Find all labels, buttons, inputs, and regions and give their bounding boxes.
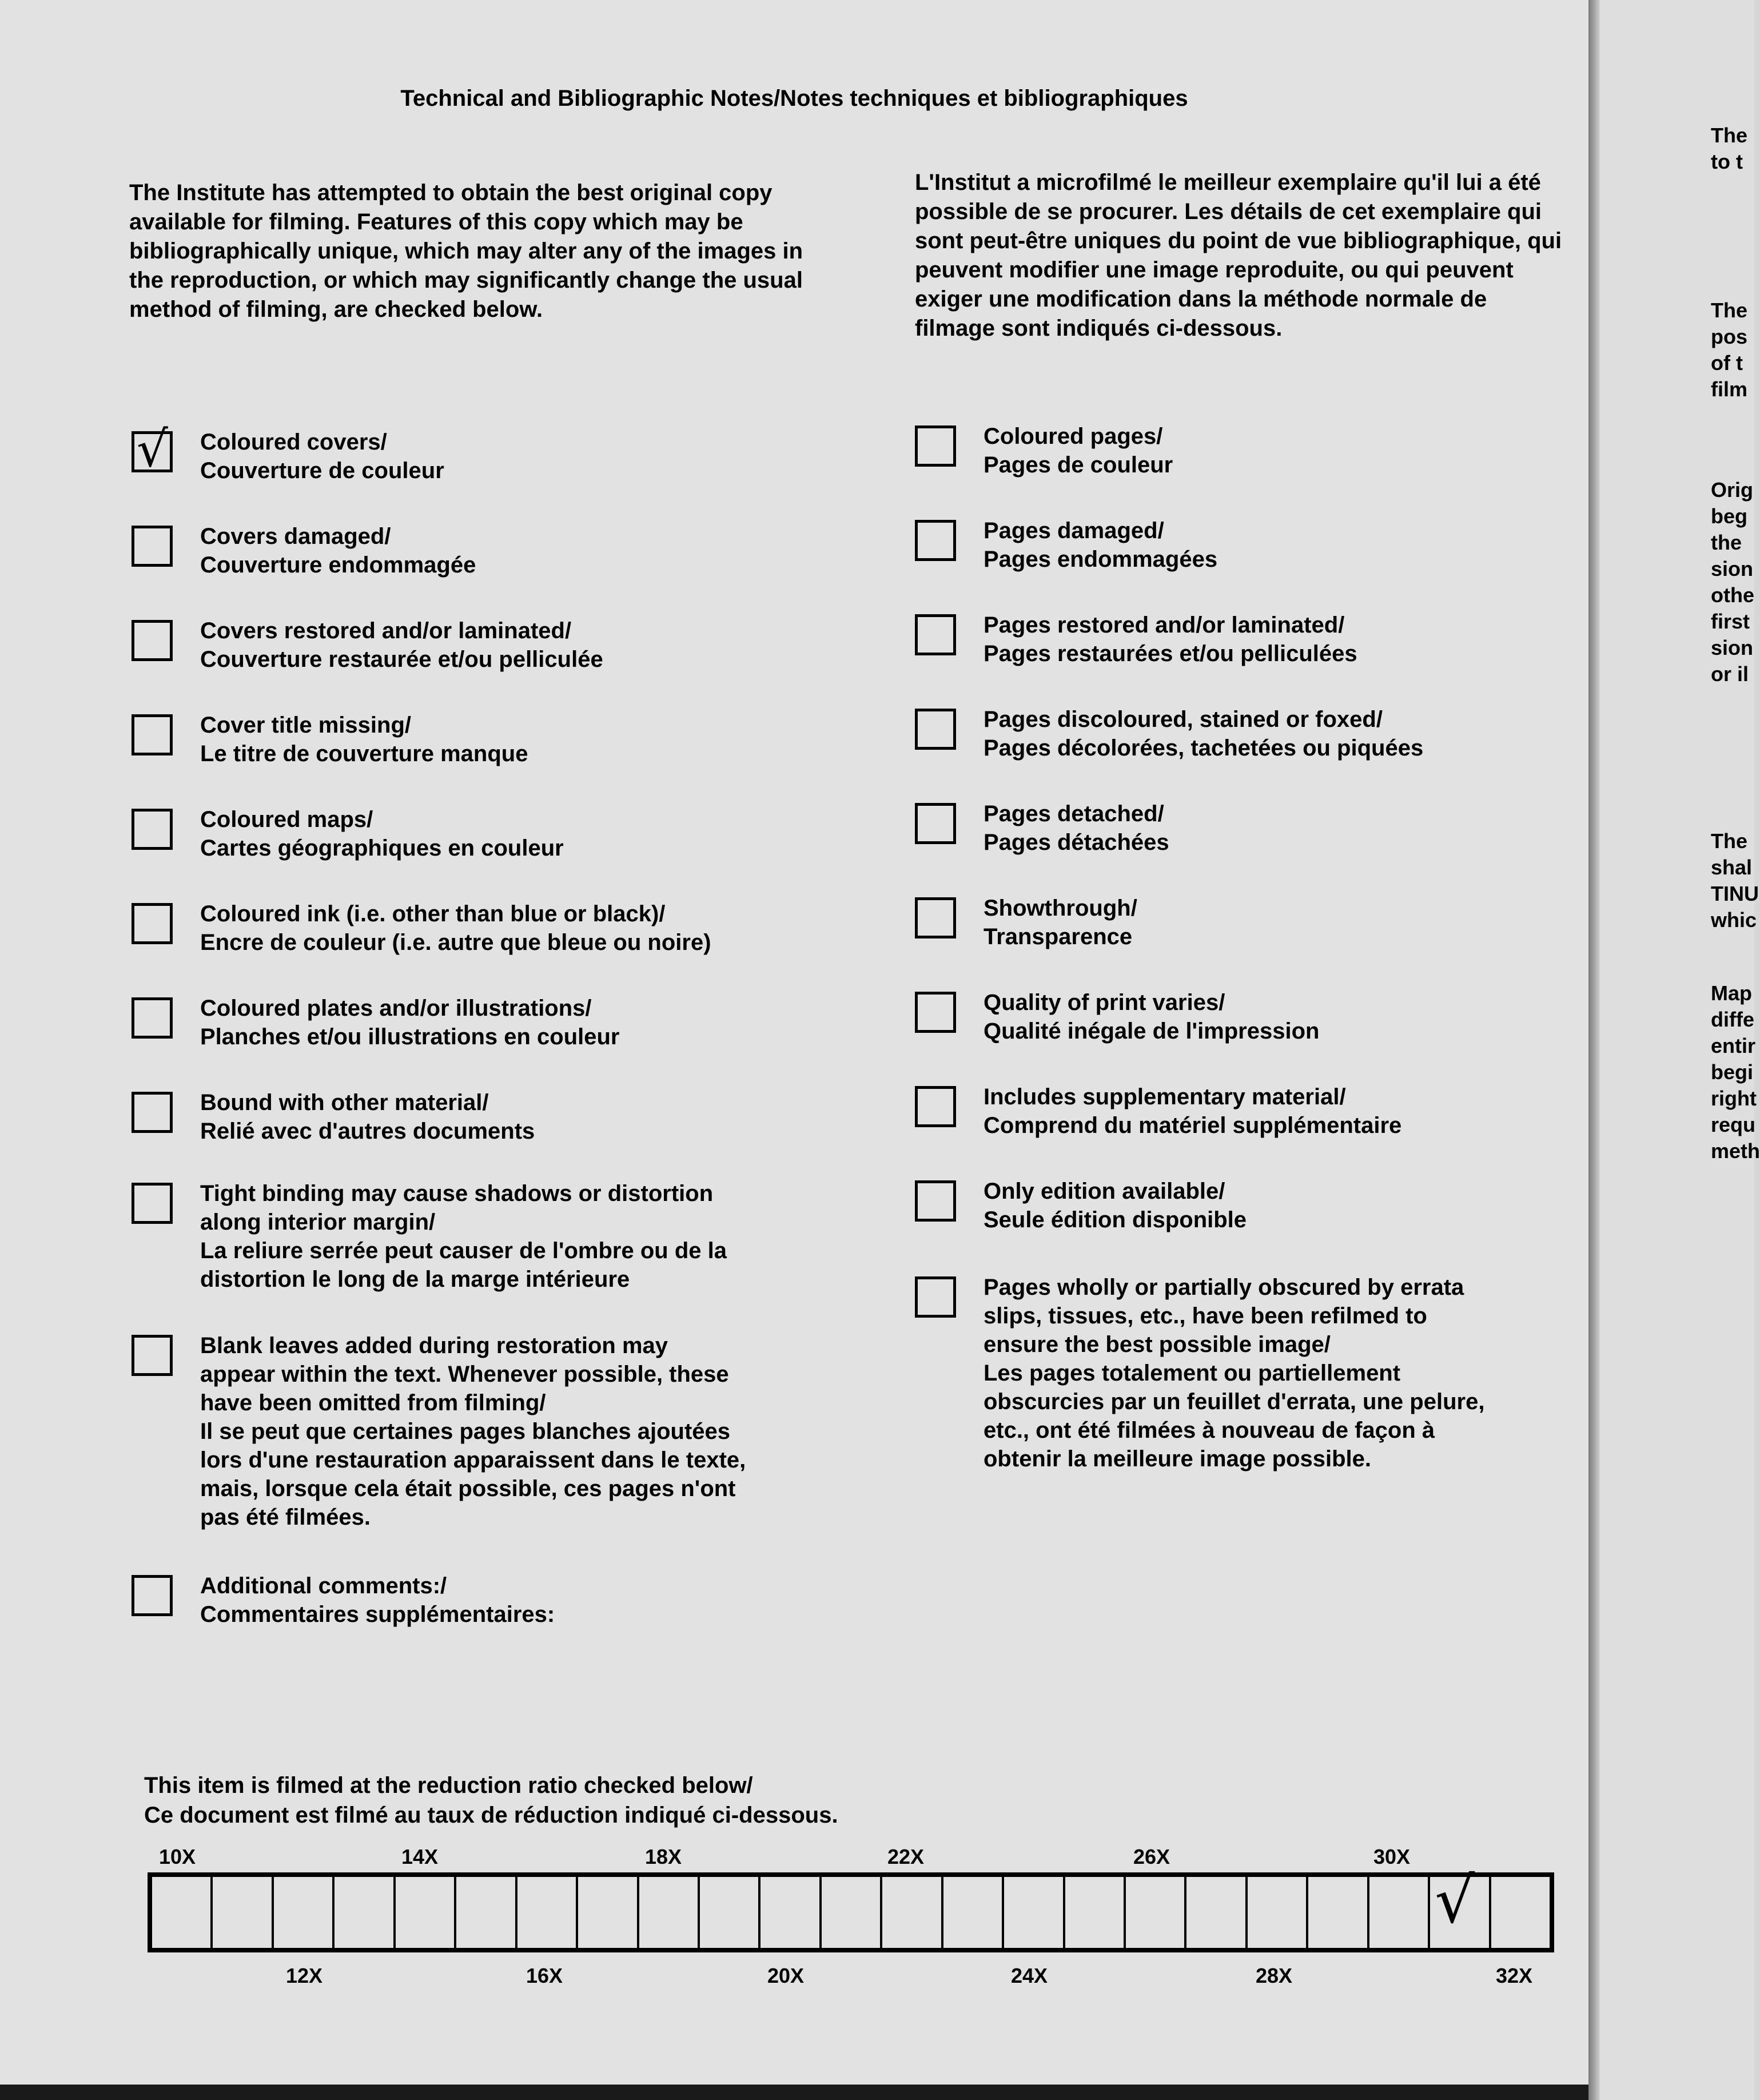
ratio-cell[interactable]: [1430, 1864, 1491, 1948]
checklist-label: [200, 1088, 535, 1146]
adjacent-page-text-line: Orig: [1711, 478, 1754, 502]
checklist-label-line: Le titre de couverture manque: [200, 741, 528, 766]
reduction-ratio-strip: [148, 1864, 1554, 1952]
checkbox[interactable]: [915, 425, 956, 467]
page-title: Technical and Bibliographic Notes/Notes techniques et bibliographiques: [400, 86, 1188, 111]
adjacent-page-text-line: pos: [1711, 325, 1748, 348]
checklist-label-line: Pages discoloured, stained or foxed/: [983, 707, 1383, 732]
checklist-label-line: slips, tissues, etc., have been refilmed to: [983, 1303, 1427, 1329]
checklist-label-line: Pages restaurées et/ou pelliculées: [983, 641, 1357, 666]
right-checklist-item[interactable]: [915, 705, 1578, 762]
ratio-cell[interactable]: [1126, 1877, 1186, 1948]
checklist-label-line: Transparence: [983, 924, 1133, 949]
checklist-label-line: Pages wholly or partially obscured by errata: [983, 1275, 1464, 1300]
adjacent-page-text-block: [1711, 122, 1747, 175]
checklist-label-line: La reliure serrée peut causer de l'ombre ou de la: [200, 1238, 727, 1263]
adjacent-page-text-line: to t: [1711, 150, 1743, 173]
checklist-label: [200, 1331, 746, 1532]
checklist-label-line: mais, lorsque cela était possible, ces pages n'ont: [200, 1476, 736, 1501]
checklist-label-line: Coloured maps/: [200, 807, 373, 832]
adjacent-page-text-block: [1711, 297, 1747, 403]
checklist-label-line: Planches et/ou illustrations en couleur: [200, 1024, 620, 1049]
ratio-cell[interactable]: [274, 1877, 335, 1948]
checklist-label: [200, 522, 476, 579]
left-checklist-item[interactable]: [132, 994, 875, 1051]
checkbox[interactable]: [915, 897, 956, 938]
ratio-cell[interactable]: [639, 1877, 700, 1948]
checkbox[interactable]: [915, 709, 956, 750]
left-checklist-item[interactable]: [132, 1572, 875, 1629]
intro-french: L'Institut a microfilmé le meilleur exemplaire qu'il lui a été possible de se procurer. Les détails de cet exemplaire qui sont peut-être uniques du point de vue bibliographique, qui peuvent modifier une image reproduite, ou qui peuvent exiger une modification dans la méthode normale de filmage sont indiqués ci-dessous.: [915, 170, 1562, 341]
checkbox[interactable]: [915, 614, 956, 655]
adjacent-page-text-block: [1711, 980, 1760, 1164]
adjacent-page-text-line: or il: [1711, 662, 1749, 686]
checkbox[interactable]: [132, 620, 173, 661]
checklist-label-line: Coloured ink (i.e. other than blue or black)/: [200, 901, 666, 926]
checkbox[interactable]: [132, 421, 173, 478]
checklist-label: [983, 1273, 1484, 1473]
ratio-cell[interactable]: [1248, 1877, 1308, 1948]
adjacent-page-text-line: beg: [1711, 504, 1748, 528]
checklist-label-line: Relié avec d'autres documents: [200, 1119, 535, 1144]
checkbox[interactable]: [915, 520, 956, 561]
checklist-label-line: along interior margin/: [200, 1210, 436, 1235]
ratio-label-top: 14X: [401, 1845, 439, 1868]
adjacent-page-text-line: shal: [1711, 856, 1753, 879]
adjacent-page-text-line: TINU: [1711, 882, 1759, 905]
checklist-label-line: pas été filmées.: [200, 1505, 371, 1530]
checklist-label-line: Only edition available/: [983, 1179, 1225, 1204]
ratio-cell[interactable]: [152, 1877, 213, 1948]
checkbox[interactable]: [132, 526, 173, 567]
checklist-label-line: Cover title missing/: [200, 713, 411, 738]
right-checklist-item[interactable]: [915, 988, 1578, 1045]
checklist-label-line: Covers damaged/: [200, 524, 391, 549]
checklist-label-line: etc., ont été filmées à nouveau de façon à: [983, 1418, 1435, 1443]
checklist-label-line: Quality of print varies/: [983, 990, 1225, 1015]
ratio-caption-english: This item is filmed at the reduction ratio checked below/: [144, 1773, 753, 1798]
checkbox[interactable]: [132, 714, 173, 755]
ratio-cell[interactable]: [882, 1877, 943, 1948]
checkbox[interactable]: [132, 809, 173, 850]
ratio-label-bottom: 16X: [526, 1964, 563, 1987]
checklist-label: [983, 1083, 1401, 1140]
ratio-cell[interactable]: [517, 1877, 578, 1948]
adjacent-page-text-line: meth: [1711, 1139, 1760, 1163]
ratio-cell[interactable]: [456, 1877, 517, 1948]
ratio-cell[interactable]: [1491, 1877, 1550, 1948]
checklist-label-line: Commentaires supplémentaires:: [200, 1602, 555, 1627]
checkbox[interactable]: [132, 903, 173, 944]
right-checklist-item[interactable]: [915, 422, 1578, 479]
sheet-edge-shadow: [1588, 0, 1600, 2100]
checklist-label-line: Cartes géographiques en couleur: [200, 836, 564, 861]
adjacent-page-text-line: film: [1711, 377, 1748, 401]
checklist-label: [200, 900, 711, 957]
left-checklist-item[interactable]: [132, 1088, 875, 1146]
checklist-label-line: Couverture restaurée et/ou pelliculée: [200, 647, 603, 672]
checklist-label-line: Blank leaves added during restoration may: [200, 1333, 668, 1358]
checklist-label-line: Les pages totalement ou partiellement: [983, 1361, 1401, 1386]
ratio-caption-french: Ce document est filmé au taux de réduction indiqué ci-dessous.: [144, 1803, 838, 1828]
checklist-label-line: Includes supplementary material/: [983, 1084, 1346, 1109]
checklist-label-line: Tight binding may cause shadows or distortion: [200, 1181, 714, 1206]
bottom-border: [0, 2085, 1588, 2100]
checklist-label-line: Showthrough/: [983, 896, 1137, 921]
adjacent-page: [1600, 0, 1760, 2100]
checklist-label: [983, 516, 1217, 574]
checklist-label: [200, 617, 603, 674]
checklist-label: [200, 1179, 727, 1294]
ratio-label-top: 30X: [1373, 1845, 1411, 1868]
left-checklist-item[interactable]: [132, 1179, 875, 1294]
checklist-label: [200, 994, 620, 1051]
checkbox[interactable]: [132, 1575, 173, 1616]
checklist-label-line: Pages endommagées: [983, 547, 1218, 572]
ratio-cell[interactable]: [213, 1877, 273, 1948]
checklist-label-line: Qualité inégale de l'impression: [983, 1019, 1320, 1044]
ratio-cell[interactable]: [1308, 1877, 1369, 1948]
adjacent-page-text-line: The: [1711, 299, 1748, 322]
ratio-label-top: 26X: [1133, 1845, 1170, 1868]
checkbox[interactable]: [915, 992, 956, 1033]
checklist-label-line: lors d'une restauration apparaissent dans le texte,: [200, 1447, 746, 1473]
checklist-label-line: Pages detached/: [983, 801, 1164, 826]
adjacent-page-text-line: whic: [1711, 908, 1757, 932]
right-checklist-item[interactable]: [915, 611, 1578, 668]
checklist-label: [983, 611, 1357, 668]
adjacent-page-text-line: othe: [1711, 583, 1754, 607]
checklist-label: [983, 988, 1319, 1045]
right-checklist-item[interactable]: [915, 516, 1578, 574]
ratio-cell[interactable]: [700, 1877, 760, 1948]
ratio-label-bottom: 24X: [1011, 1964, 1048, 1987]
adjacent-page-text-block: [1711, 477, 1754, 687]
checklist-label-line: have been omitted from filming/: [200, 1390, 546, 1415]
ratio-cell[interactable]: [822, 1877, 882, 1948]
adjacent-page-text-line: diffe: [1711, 1008, 1754, 1031]
checklist-label-line: Bound with other material/: [200, 1090, 489, 1115]
checklist-label-line: Seule édition disponible: [983, 1207, 1247, 1232]
right-checklist-item[interactable]: [915, 1273, 1578, 1473]
ratio-label-top: 22X: [887, 1845, 925, 1868]
check-mark-icon: √: [137, 421, 168, 478]
checklist-label-line: distortion le long de la marge intérieure: [200, 1267, 630, 1292]
ratio-label-bottom: 28X: [1256, 1964, 1293, 1987]
checklist-label-line: Pages damaged/: [983, 518, 1164, 543]
checklist-label: [983, 894, 1137, 951]
checklist-label-line: Pages restored and/or laminated/: [983, 612, 1345, 638]
ratio-cell[interactable]: [396, 1877, 456, 1948]
checklist-label-line: Pages détachées: [983, 830, 1169, 855]
checklist-label: [200, 1572, 555, 1629]
adjacent-page-text-block: [1711, 828, 1759, 933]
ratio-label-top: 10X: [159, 1845, 196, 1868]
ratio-cell[interactable]: [1004, 1877, 1065, 1948]
left-checklist-item[interactable]: [132, 421, 875, 485]
checklist-label-line: Coloured pages/: [983, 424, 1163, 449]
left-checklist-item[interactable]: [132, 522, 875, 579]
checklist-label-line: Encre de couleur (i.e. autre que bleue ou noire): [200, 930, 711, 955]
left-checklist-item[interactable]: [132, 900, 875, 957]
checklist-label-line: Covers restored and/or laminated/: [200, 618, 572, 643]
check-mark-icon: √: [1435, 1864, 1475, 1937]
checklist-label: [983, 1177, 1247, 1234]
checklist-label: [200, 428, 444, 485]
left-checklist-item[interactable]: [132, 617, 875, 674]
ratio-cell[interactable]: [1186, 1877, 1247, 1948]
right-checklist-item[interactable]: [915, 894, 1578, 951]
checklist-label-line: Additional comments:/: [200, 1573, 447, 1598]
checklist-label: [983, 800, 1169, 857]
checklist-label-line: Pages de couleur: [983, 452, 1173, 478]
adjacent-page-text-line: sion: [1711, 636, 1754, 659]
adjacent-page-text-line: first: [1711, 610, 1750, 633]
adjacent-page-text-line: begi: [1711, 1060, 1754, 1084]
adjacent-page-text-line: entir: [1711, 1034, 1756, 1057]
right-checklist-item[interactable]: [915, 800, 1578, 857]
adjacent-page-text-line: the: [1711, 531, 1742, 554]
checklist-label-line: appear within the text. Whenever possible, these: [200, 1362, 729, 1387]
checkbox[interactable]: [915, 1086, 956, 1127]
ratio-label-bottom: 20X: [767, 1964, 805, 1987]
checkbox[interactable]: [915, 1180, 956, 1222]
ratio-cell[interactable]: [760, 1877, 821, 1948]
checklist-label: [200, 805, 564, 862]
ratio-cell[interactable]: [578, 1877, 639, 1948]
right-checklist-item[interactable]: [915, 1083, 1578, 1140]
adjacent-page-text-line: The: [1711, 829, 1748, 853]
ratio-label-bottom: 32X: [1496, 1964, 1533, 1987]
checklist-label: [200, 711, 528, 768]
checkbox[interactable]: [132, 1335, 173, 1376]
checklist-label-line: Couverture de couleur: [200, 458, 444, 483]
checkbox[interactable]: [915, 803, 956, 844]
checklist-label-line: Couverture endommagée: [200, 552, 476, 578]
checklist-label-line: obtenir la meilleure image possible.: [983, 1446, 1371, 1471]
checkbox[interactable]: [915, 1276, 956, 1318]
checklist-label: [983, 422, 1173, 479]
adjacent-page-text-line: of t: [1711, 351, 1743, 375]
left-checklist-item[interactable]: [132, 1331, 875, 1532]
ratio-label-top: 18X: [645, 1845, 682, 1868]
ratio-cell[interactable]: [335, 1877, 395, 1948]
intro-english: The Institute has attempted to obtain the best original copy available for filming. Features of this copy which may be bibliographically unique, which may alter any of the images in the reproduction, or which may significantly change the usual method of filming, are checked below.: [129, 180, 803, 322]
checklist-label-line: Coloured plates and/or illustrations/: [200, 996, 592, 1021]
ratio-label-bottom: 12X: [286, 1964, 323, 1987]
checklist-label-line: Pages décolorées, tachetées ou piquées: [983, 735, 1424, 761]
checklist-label-line: obscurcies par un feuillet d'errata, une pelure,: [983, 1389, 1485, 1414]
ratio-cell[interactable]: [943, 1877, 1004, 1948]
checkbox[interactable]: [132, 1092, 173, 1133]
reduction-ratio-caption: [144, 1771, 838, 1830]
left-checklist-item[interactable]: [132, 711, 875, 768]
adjacent-page-text-line: The: [1711, 124, 1748, 147]
ratio-cell[interactable]: [1065, 1877, 1126, 1948]
adjacent-page-text-line: right: [1711, 1087, 1757, 1110]
ratio-cell[interactable]: [1369, 1877, 1430, 1948]
adjacent-page-text-line: sion: [1711, 557, 1754, 580]
checklist-label: [983, 705, 1423, 762]
checklist-label-line: Comprend du matériel supplémentaire: [983, 1113, 1402, 1138]
right-checklist-item[interactable]: [915, 1177, 1578, 1234]
adjacent-page-text-line: requ: [1711, 1113, 1756, 1136]
checkbox[interactable]: [132, 997, 173, 1039]
checklist-label-line: ensure the best possible image/: [983, 1332, 1331, 1357]
checklist-label-line: Il se peut que certaines pages blanches ajoutées: [200, 1419, 731, 1444]
checkbox[interactable]: [132, 1183, 173, 1224]
left-checklist-item[interactable]: [132, 805, 875, 862]
checklist-label-line: Coloured covers/: [200, 429, 387, 455]
adjacent-page-text-line: Map: [1711, 981, 1752, 1005]
